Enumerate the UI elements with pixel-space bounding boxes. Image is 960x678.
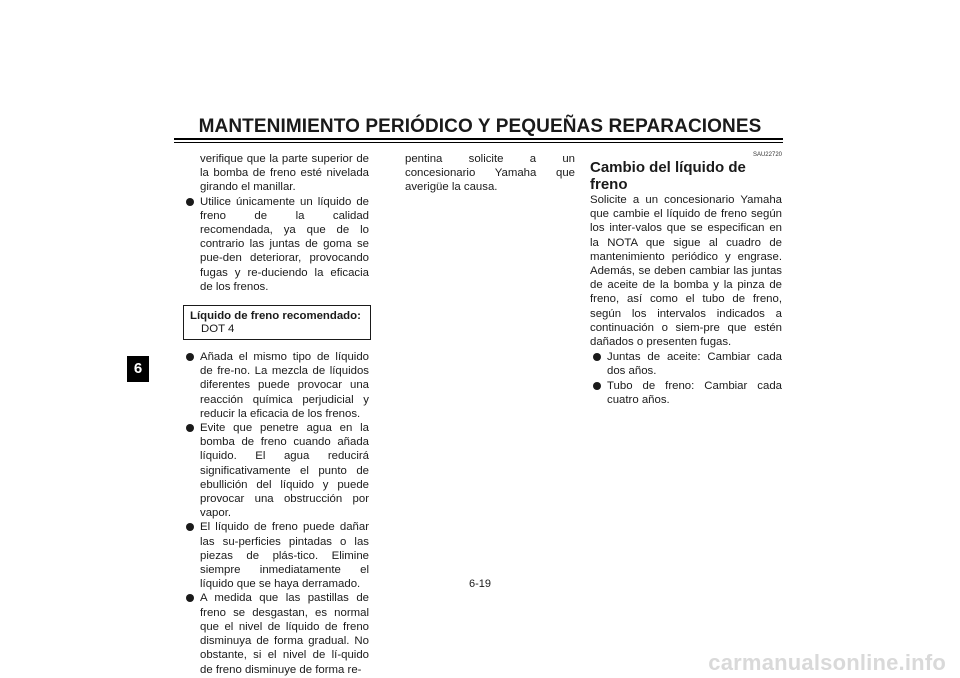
bullet-dot-icon [186, 424, 194, 432]
bullet-dot-icon [593, 382, 601, 390]
spec-title: Líquido de freno recomendado: [190, 310, 361, 323]
intro-paragraph: verifique que la parte superior de la bomba de freno esté nivelada girando el manillar. [200, 153, 369, 194]
section-heading: Cambio del líquido de freno [590, 159, 746, 193]
right-column [590, 152, 782, 407]
section-code: SAU22720 [752, 152, 782, 158]
bullet-text: El líquido de freno puede dañar las su-perficies pintadas o las piezas de plás-tico. Elimine siempre inmediatamente el líquido que se haya derramado. [200, 521, 369, 591]
middle-column [405, 152, 575, 195]
header-rule [174, 138, 783, 140]
bullet-item [590, 379, 782, 407]
header-rule-thin [174, 142, 783, 143]
bullet-item [590, 350, 782, 378]
bullet-dot-icon [186, 594, 194, 602]
bullet-item [183, 195, 369, 294]
section-body: Solicite a un concesionario Yamaha que cambie el líquido de freno según los inter-valos que se especifican en la NOTA que sigue al cuadro de mantenimiento periódico y engrase. Además, se deben cambiar las juntas de aceite de la bomba y la pinza de freno, así como el tubo de freno, según los intervalos indicados a continuación o siem-pre que estén dañados o presenten fugas. [590, 194, 782, 349]
bullet-text: Tubo de freno: Cambiar cada cuatro años. [607, 379, 782, 406]
spec-value: DOT 4 [201, 323, 235, 336]
left-column [183, 152, 369, 677]
bullet-text: Utilice únicamente un líquido de freno de la calidad recomendada, ya que de lo contrario las juntas de goma se pue-den deteriorar, provocando fugas y re-duciendo la eficacia de los frenos. [200, 195, 369, 293]
watermark: carmanualsonline.info [708, 650, 946, 675]
bullet-item [183, 350, 369, 421]
chapter-tab: 6 [127, 356, 149, 382]
bullet-text: Evite que penetre agua en la bomba de freno cuando añada líquido. El agua reducirá significativamente el punto de ebullición del líquido y puede provocar una obstrucción por vapor. [200, 422, 369, 520]
page-number: 6-19 [468, 578, 492, 590]
bullet-dot-icon [593, 353, 601, 361]
recommended-fluid-box [183, 305, 371, 340]
page-title: MANTENIMIENTO PERIÓDICO Y PEQUEÑAS REPARACIONES [198, 116, 762, 137]
bullet-text: Añada el mismo tipo de líquido de fre-no. La mezcla de líquidos diferentes puede provocar una reacción química perjudicial y reducir la eficacia de los frenos. [200, 351, 369, 420]
bullet-dot-icon [186, 523, 194, 531]
bullet-item [183, 520, 369, 591]
continuation-paragraph: pentina solicite a un concesionario Yamaha que averigüe la causa. [405, 153, 575, 194]
bullet-text: Juntas de aceite: Cambiar cada dos años. [607, 351, 782, 378]
bullet-text: A medida que las pastillas de freno se desgastan, es normal que el nivel de líquido de freno disminuya de forma gradual. No obstante, si el nivel de lí-quido de freno disminuye de forma re- [200, 592, 369, 676]
bullet-dot-icon [186, 353, 194, 361]
bullet-item [183, 421, 369, 520]
bullet-dot-icon [186, 198, 194, 206]
